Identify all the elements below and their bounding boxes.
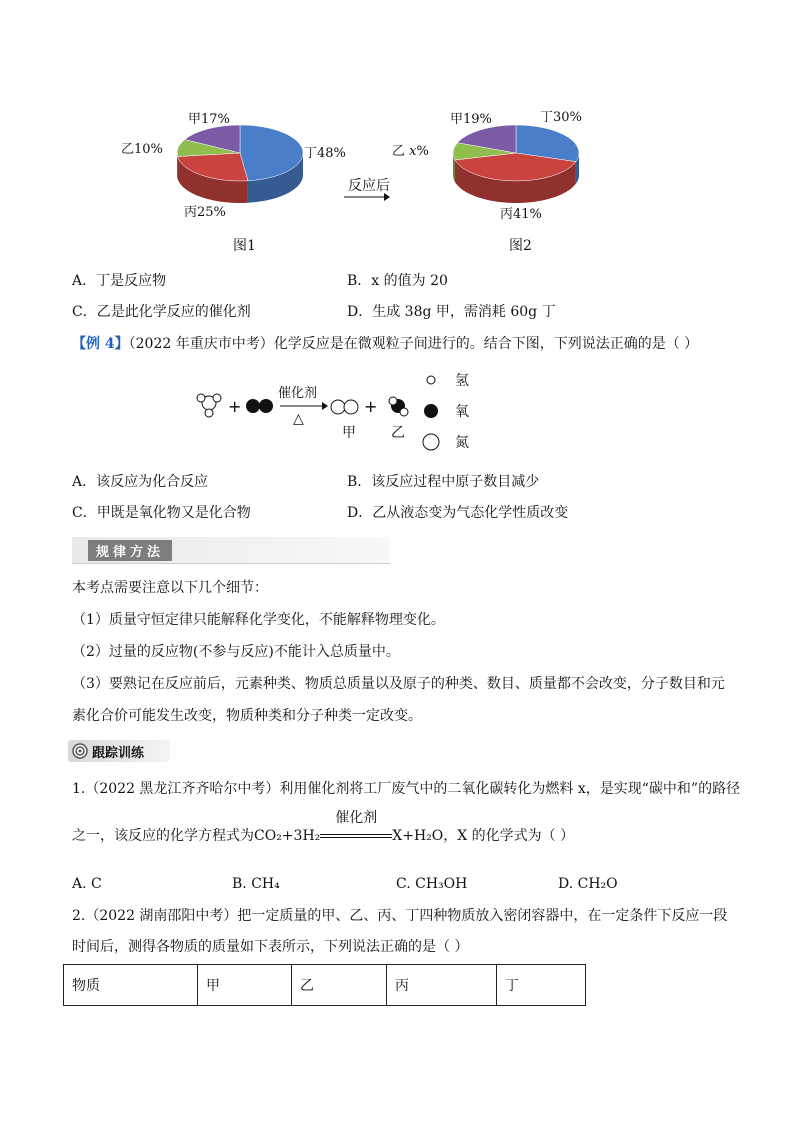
arrow-right-icon [344, 192, 390, 202]
pie1-label-bing: 丙25% [184, 205, 226, 220]
ex4-option-a: A．该反应为化合反应 [72, 474, 209, 490]
plus-sign: + [228, 397, 242, 416]
q-option-b: B．x 的值为 20 [347, 273, 448, 289]
legend-nitrogen: 氮 [455, 435, 469, 451]
method-intro: 本考点需要注意以下几个细节： [72, 580, 268, 596]
method-point-2: （2）过量的反应物(不参与反应)不能计入总质量中。 [72, 644, 400, 660]
q-option-a: A．丁是反应物 [72, 273, 167, 289]
pie2-label-bing: 丙41% [500, 207, 542, 222]
method-banner-title: 规律方法 [88, 540, 172, 561]
q-option-d: D．生成 38g 甲，需消耗 60g 丁 [347, 304, 556, 320]
q1-option-c: C. CH₃OH [396, 876, 468, 892]
legend-hydrogen: 氢 [455, 373, 469, 389]
eq-condition: 催化剂 [335, 810, 378, 826]
product-label-yi: 乙 [391, 425, 405, 441]
pie2-label-ding: 丁30% [540, 110, 582, 125]
ex4-option-b: B．该反应过程中原子数目减少 [347, 474, 540, 490]
pie1-label-jia: 甲17% [188, 112, 230, 127]
table-row [64, 965, 586, 1006]
arrow-label: 反应后 [348, 178, 390, 194]
q2-line1: 2.（2022 湖南邵阳中考）把一定质量的甲、乙、丙、丁四种物质放入密闭容器中，在一定条件下反应一段 [72, 908, 728, 924]
plus-sign-2: + [364, 397, 378, 416]
table-header-cell: 丙 [387, 965, 497, 1006]
training-banner [68, 740, 170, 762]
method-banner [72, 537, 390, 564]
q-option-c: C．乙是此化学反应的催化剂 [72, 304, 251, 320]
pie-chart-1 [160, 108, 320, 218]
figure1-caption: 图1 [233, 238, 256, 254]
mass-table [63, 964, 586, 1006]
table-header-cell: 丁 [497, 965, 586, 1006]
q1-option-b: B. CH₄ [232, 876, 280, 892]
ex4-option-c: C．甲既是氧化物又是化合物 [72, 505, 251, 521]
q2-line2: 时间后，测得各物质的质量如下表所示，下列说法正确的是（ ） [72, 939, 469, 955]
catalyst-label: 催化剂 [278, 386, 318, 401]
table-header-cell: 乙 [292, 965, 387, 1006]
training-banner-title: 跟踪训练 [92, 746, 145, 761]
method-point-1: （1）质量守恒定律只能解释化学变化，不能解释物理变化。 [72, 612, 445, 628]
pie2-label-yi: 乙 x% [392, 144, 429, 159]
q1-line2: 之一，该反应的化学方程式为CO₂+3H₂ 催化剂 X+H₂O，X 的化学式为（ ） [72, 810, 575, 844]
product-label-jia: 甲 [342, 425, 356, 441]
q1-option-a: A. C [72, 876, 102, 892]
pie2-label-jia: 甲19% [450, 112, 492, 127]
table-header-cell: 甲 [198, 965, 292, 1006]
example4-stem: 【例 4】（2022 年重庆市中考）化学反应是在微观粒子间进行的。结合下图，下列说法正确的是（ ） [72, 336, 699, 352]
q1-option-d: D. CH₂O [558, 876, 618, 892]
legend-oxygen: 氧 [455, 404, 469, 420]
pie1-label-ding: 丁48% [304, 146, 346, 161]
heat-symbol: △ [293, 411, 304, 427]
q1-line1: 1.（2022 黑龙江齐齐哈尔中考）利用催化剂将工厂废气中的二氧化碳转化为燃料 x，是实现“碳中和”的路径 [72, 781, 741, 797]
target-icon [72, 743, 88, 759]
table-header-cell: 物质 [64, 965, 198, 1006]
pie1-label-yi: 乙10% [121, 142, 163, 157]
method-point-3-line2: 素化合价可能发生改变，物质种类和分子种类一定改变。 [72, 708, 422, 724]
ex4-option-d: D．乙从液态变为气态化学性质改变 [347, 505, 569, 521]
figure2-caption: 图2 [509, 238, 532, 254]
reaction-diagram [190, 370, 480, 460]
method-point-3-line1: （3）要熟记在反应前后，元素种类、物质总质量以及原子的种类、数目、质量都不会改变，分子数目和元 [72, 676, 725, 692]
